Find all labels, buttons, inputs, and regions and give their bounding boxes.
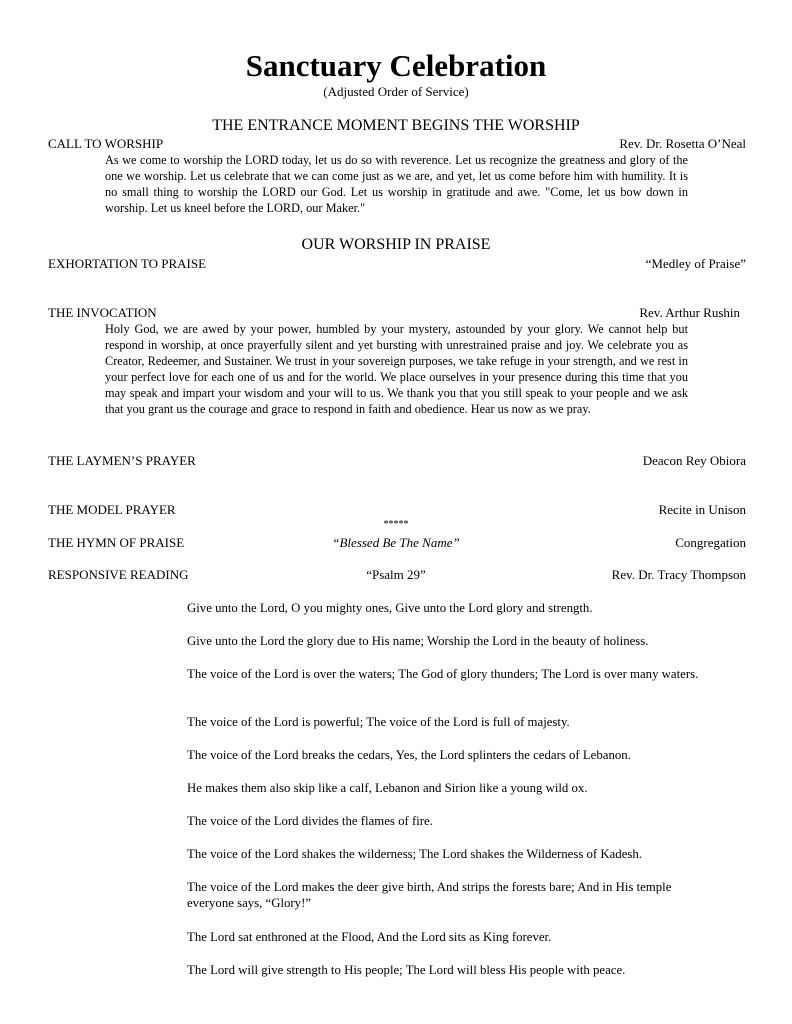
- call-to-worship-leader: Rev. Dr. Rosetta O’Neal: [619, 136, 746, 151]
- section-heading-entrance: THE ENTRANCE MOMENT BEGINS THE WORSHIP: [212, 117, 580, 134]
- reading-verse-5: The voice of the Lord breaks the cedars, Yes, the Lord splinters the cedars of Lebanon.: [187, 748, 631, 762]
- exhortation-right: “Medley of Praise”: [645, 256, 746, 271]
- reading-verse-11: The Lord will give strength to His people; The Lord will bless His people with peace.: [187, 963, 626, 977]
- page-title: Sanctuary Celebration: [245, 48, 547, 83]
- call-to-worship-label: CALL TO WORSHIP: [48, 136, 164, 151]
- invocation-leader: Rev. Arthur Rushin: [639, 305, 740, 320]
- reading-verse-8: The voice of the Lord shakes the wilderness; The Lord shakes the Wilderness of Kadesh.: [187, 847, 642, 861]
- invocation-label: THE INVOCATION: [48, 305, 157, 320]
- reading-verse-6: He makes them also skip like a calf, Lebanon and Sirion like a young wild ox.: [187, 781, 588, 795]
- laymens-prayer-leader: Deacon Rey Obiora: [642, 453, 746, 468]
- reading-verse-10: The Lord sat enthroned at the Flood, And the Lord sits as King forever.: [187, 930, 552, 944]
- reading-verse-2: Give unto the Lord the glory due to His name; Worship the Lord in the beauty of holiness.: [187, 634, 649, 648]
- laymens-prayer-label: THE LAYMEN’S PRAYER: [48, 453, 196, 468]
- reading-verse-9: The voice of the Lord makes the deer give birth, And strips the forests bare; And in His temple everyone says, “Glory!”: [187, 880, 672, 910]
- separator-stars: *****: [383, 519, 409, 530]
- model-prayer-label: THE MODEL PRAYER: [48, 502, 176, 517]
- hymn-label: THE HYMN OF PRAISE: [48, 535, 185, 550]
- responsive-reading-title: “Psalm 29”: [366, 567, 426, 582]
- invocation-text: Holy God, we are awed by your power, humbled by your mystery, astounded by your glory. We cannot help but respond in worship, at once prayerfully silent and yet bursting with unrestrained praise and joy. We celebrate you as Creator, Redeemer, and Sustainer. We trust in your sovereign purposes, we take refuge in your strength, and we rest in your perfect love for each one of us and for the world. We place ourselves in your presence during this time that you may speak and impart your wisdom and your will to us. We thank you that you still speak to your people and we ask that you grant us the courage and grace to respond in faith and obedience. Hear us now as we pray.: [105, 322, 688, 417]
- hymn-right: Congregation: [675, 535, 746, 550]
- page-subtitle: (Adjusted Order of Service): [323, 84, 469, 99]
- responsive-reading-leader: Rev. Dr. Tracy Thompson: [611, 567, 746, 582]
- responsive-reading-label: RESPONSIVE READING: [48, 567, 189, 582]
- hymn-title: “Blessed Be The Name”: [332, 535, 460, 550]
- reading-verse-4: The voice of the Lord is powerful; The voice of the Lord is full of majesty.: [187, 715, 570, 729]
- reading-verse-7: The voice of the Lord divides the flames of fire.: [187, 814, 433, 828]
- reading-verse-3: The voice of the Lord is over the waters; The God of glory thunders; The Lord is over many waters.: [187, 667, 699, 681]
- exhortation-label: EXHORTATION TO PRAISE: [48, 256, 207, 271]
- call-to-worship-text: As we come to worship the LORD today, let us do so with reverence. Let us recognize the greatness and glory of the one we worship. Let us celebrate that we can come just as we are, and yet, let us come before him with humility. It is no small thing to worship the LORD our God. Let us worship in gratitude and awe. "Come, let us bow down in worship. Let us kneel before the LORD, our Maker.": [105, 153, 688, 216]
- model-prayer-right: Recite in Unison: [658, 502, 746, 517]
- section-heading-praise: OUR WORSHIP IN PRAISE: [301, 236, 491, 253]
- reading-verse-1: Give unto the Lord, O you mighty ones, Give unto the Lord glory and strength.: [187, 601, 593, 615]
